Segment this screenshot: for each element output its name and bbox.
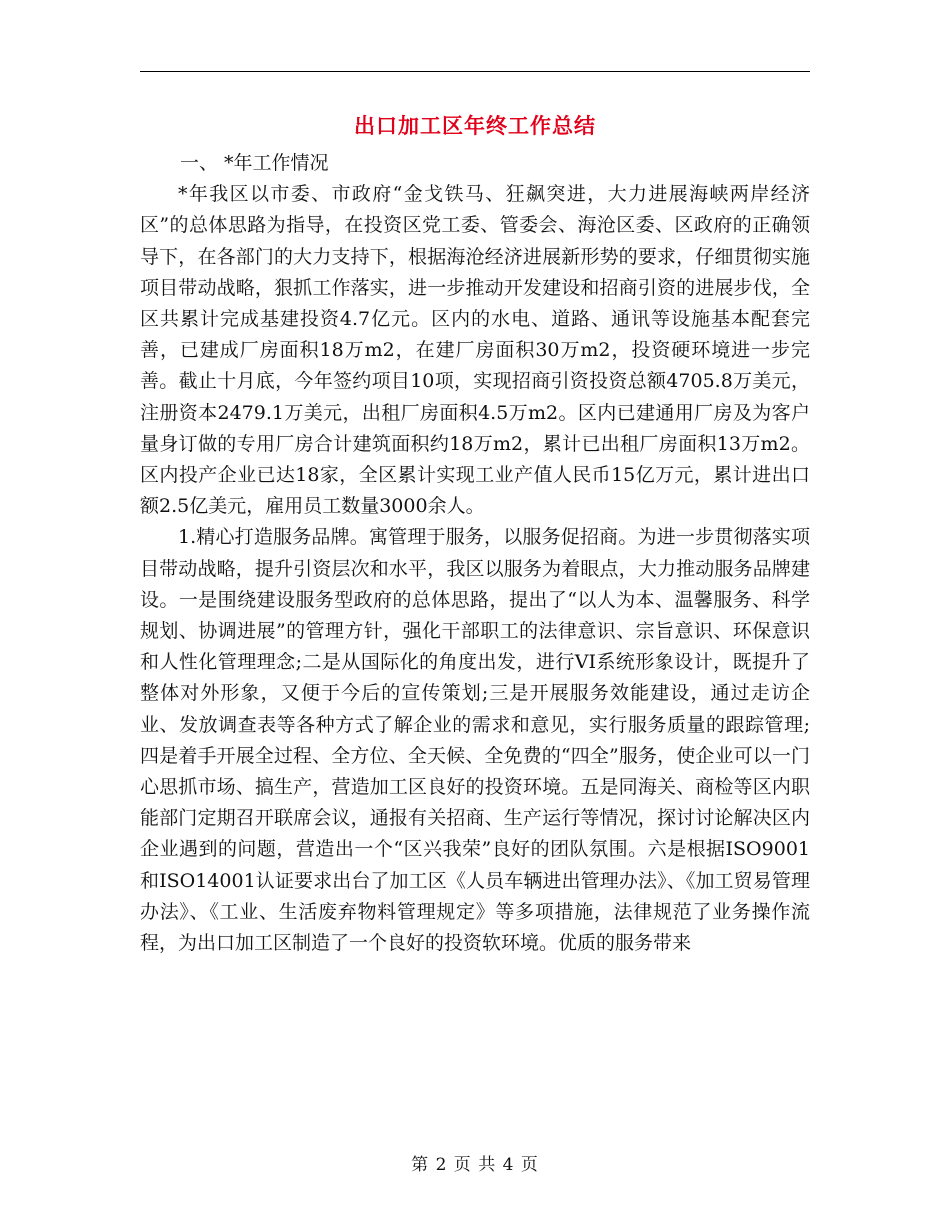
paragraph-overview: *年我区以市委、市政府“金戈铁马、狂飙突进，大力进展海峡两岸经济区”的总体思路为指导，在投资区党工委、管委会、海沧区委、区政府的正确领导下，在各部门的大力支持下，根据海沧经济进展新形势的要求，仔细贯彻实施项目带动战略，狠抓工作落实，进一步推动开发建设和招商引资的进展步伐，全区共累计完成基建投资4.7亿元。区内的水电、道路、通讯等设施基本配套完善，已建成厂房面积18万m2，在建厂房面积30万m2，投资硬环境进一步完善。截止十月底，今年签约项目10项，实现招商引资投资总额4705.8万美元，注册资本2479.1万美元，出租厂房面积4.5万m2。区内已建通用厂房及为客户量身订做的专用厂房合计建筑面积约18万m2，累计已出租厂房面积13万m2。区内投产企业已达18家，全区累计实现工业产值人民币15亿万元，累计进出口额2.5亿美元，雇用员工数量3000余人。	[140, 183, 810, 518]
section-heading: 一、 *年工作情况	[180, 152, 329, 174]
paragraph-service-brand: 1.精心打造服务品牌。寓管理于服务，以服务促招商。为进一步贯彻落实项目带动战略，提升引资层次和水平，我区以服务为着眼点，大力推动服务品牌建设。一是围绕建设服务型政府的总体思路，提出了“以人为本、温馨服务、科学规划、协调进展”的管理方针，强化干部职工的法律意识、宗旨意识、环保意识和人性化管理理念;二是从国际化的角度出发，进行VI系统形象设计，既提升了整体对外形象，又便于今后的宣传策划;三是开展服务效能建设，通过走访企业、发放调查表等各种方式了解企业的需求和意见，实行服务质量的跟踪管理;四是着手开展全过程、全方位、全天候、全免费的“四全”服务，使企业可以一门心思抓市场、搞生产，营造加工区良好的投资环境。五是同海关、商检等区内职能部门定期召开联席会议，通报有关招商、生产运行等情况，探讨讨论解决区内企业遇到的问题，营造出一个“区兴我荣”良好的团队氛围。六是根据ISO9001和ISO14001认证要求出台了加工区《人员车辆进出管理办法》、《加工贸易管理办法》、《工业、生活废弃物料管理规定》等多项措施，法律规范了业务操作流程，为出口加工区制造了一个良好的投资软环境。优质的服务带来	[140, 526, 810, 955]
document-body	[140, 148, 810, 959]
page-footer: 第 2 页 共 4 页	[411, 1155, 539, 1175]
document-title: 出口加工区年终工作总结	[354, 114, 596, 138]
header-rule	[140, 71, 810, 72]
